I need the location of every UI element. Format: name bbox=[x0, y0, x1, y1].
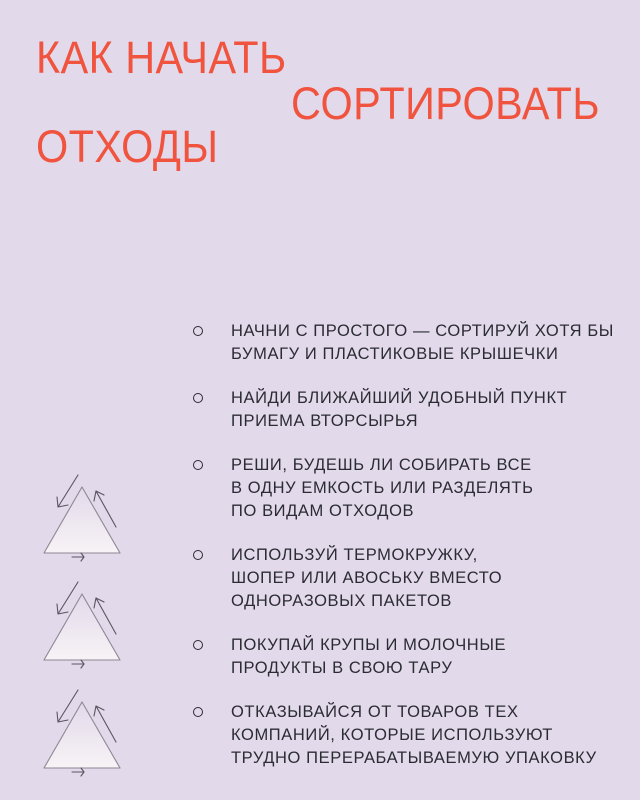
title-line-1: КАК НАЧАТЬ bbox=[36, 32, 287, 83]
tip-text: НАЧНИ С ПРОСТОГО — СОРТИРУЙ ХОТЯ БЫ БУМАГУ И ПЛАСТИКОВЫЕ КРЫШЕЧКИ bbox=[231, 322, 614, 363]
circle-bullet-icon bbox=[193, 550, 203, 560]
tip-text: РЕШИ, БУДЕШЬ ЛИ СОБИРАТЬ ВСЕ В ОДНУ ЕМКОСТЬ ИЛИ РАЗДЕЛЯТЬ ПО ВИДАМ ОТХОДОВ bbox=[231, 456, 534, 520]
tip-text: ОТКАЗЫВАЙСЯ ОТ ТОВАРОВ ТЕХ КОМПАНИЙ, КОТОРЫЕ ИСПОЛЬЗУЮТ ТРУДНО ПЕРЕРАБАТЫВАЕМУЮ УПАКОВКУ bbox=[231, 703, 597, 767]
circle-bullet-icon bbox=[193, 393, 203, 403]
tip-text: ИСПОЛЬЗУЙ ТЕРМОКРУЖКУ, ШОПЕР ИЛИ АВОСЬКУ ВМЕСТО ОДНОРАЗОВЫХ ПАКЕТОВ bbox=[231, 546, 503, 610]
tip-item bbox=[191, 387, 631, 433]
title-line-3: ОТХОДЫ bbox=[36, 121, 219, 172]
recycle-triangle-icon bbox=[32, 465, 132, 565]
circle-bullet-icon bbox=[193, 640, 203, 650]
tip-item bbox=[191, 634, 631, 680]
recycle-triangle-icon bbox=[32, 680, 132, 780]
tip-text: НАЙДИ БЛИЖАЙШИЙ УДОБНЫЙ ПУНКТ ПРИЕМА ВТОРСЫРЬЯ bbox=[231, 389, 568, 430]
circle-bullet-icon bbox=[193, 707, 203, 717]
title-line-2: СОРТИРОВАТЬ bbox=[291, 78, 601, 129]
tips-list bbox=[191, 320, 631, 791]
circle-bullet-icon bbox=[193, 326, 203, 336]
circle-bullet-icon bbox=[193, 460, 203, 470]
tip-item bbox=[191, 701, 631, 770]
tip-text: ПОКУПАЙ КРУПЫ И МОЛОЧНЫЕ ПРОДУКТЫ В СВОЮ ТАРУ bbox=[231, 636, 507, 677]
tip-item bbox=[191, 544, 631, 613]
tip-item bbox=[191, 320, 631, 366]
recycle-triangle-icon bbox=[32, 572, 132, 672]
tip-item bbox=[191, 454, 631, 523]
